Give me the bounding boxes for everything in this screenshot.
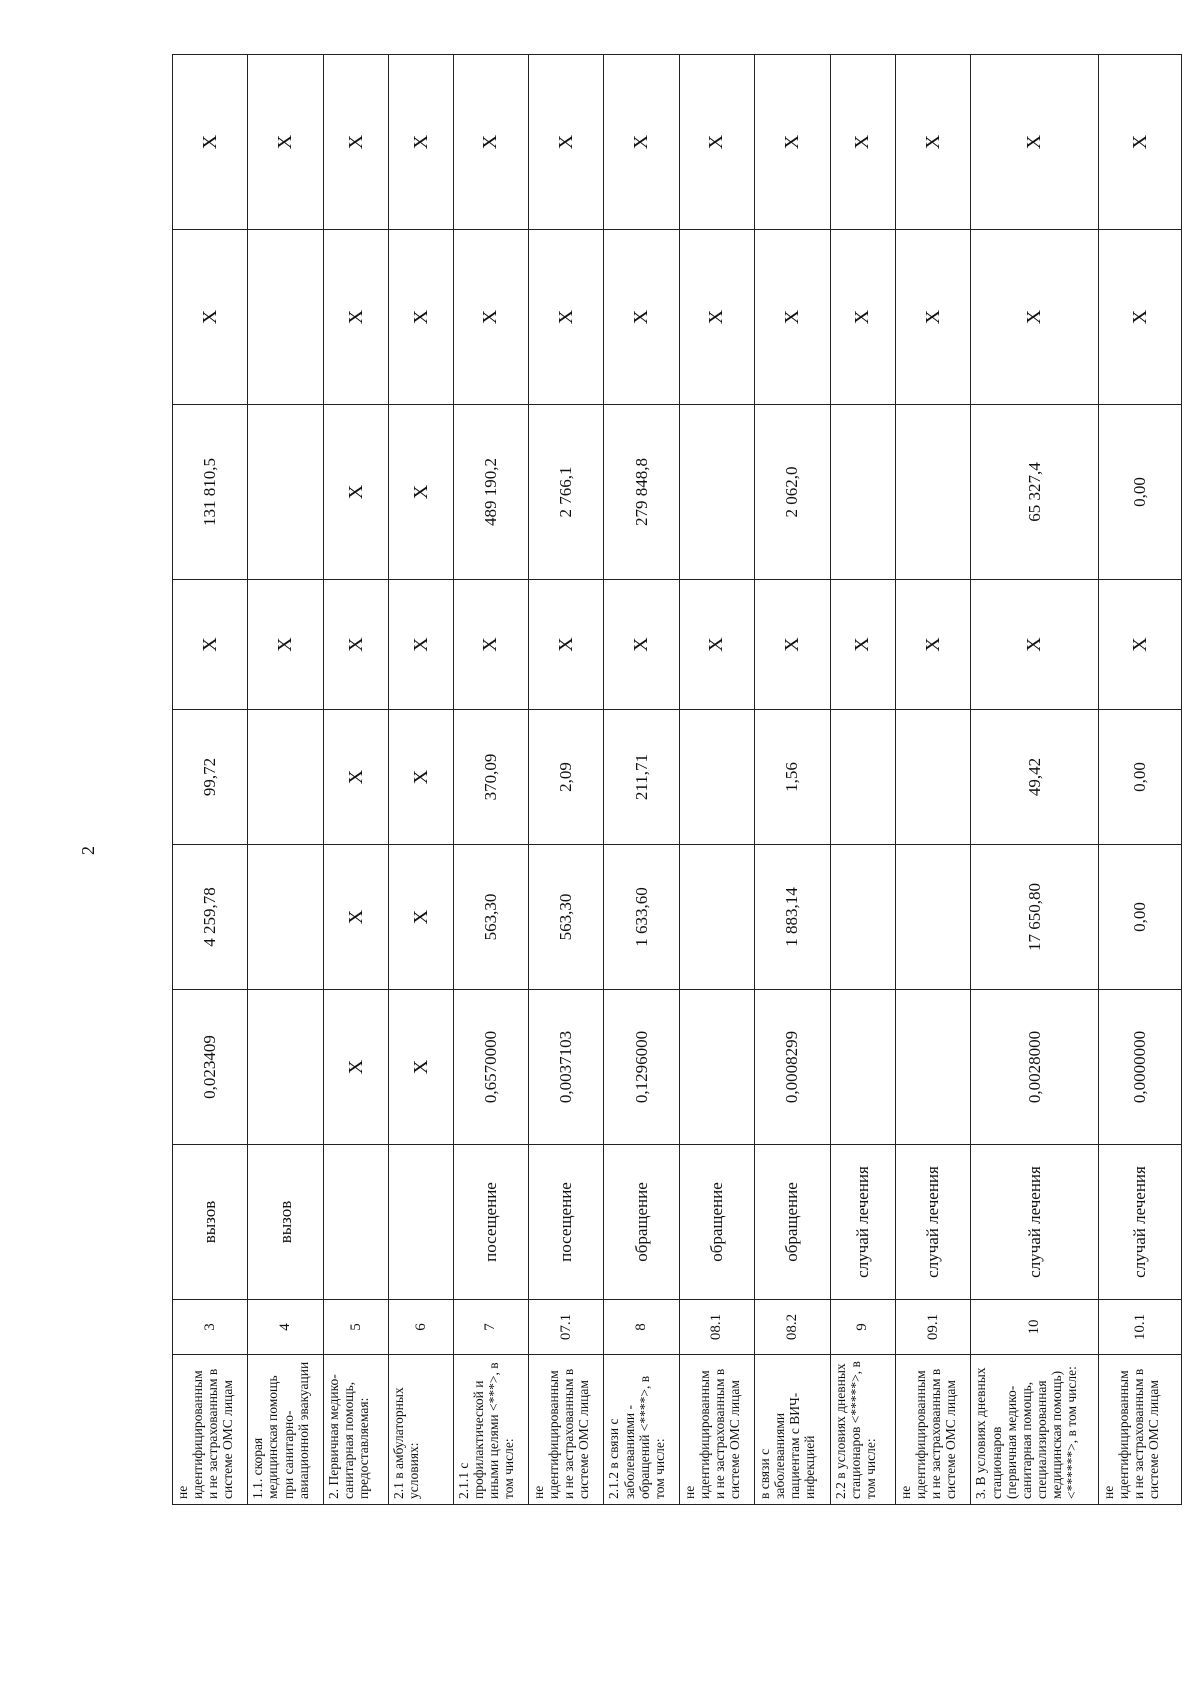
cell-col10: X [389, 55, 453, 230]
cell-unit: случай лечения [1099, 1145, 1182, 1300]
cell-col9: X [323, 230, 389, 405]
cell-col10: X [323, 55, 389, 230]
table-row [679, 55, 754, 1505]
cell-unit: случай лечения [971, 1145, 1099, 1300]
cell-col9 [248, 230, 323, 405]
cell-name: 2.1 в амбулаторных условиях: [389, 1355, 453, 1505]
cell-per-capita: X [323, 710, 389, 845]
cell-col10: X [529, 55, 604, 230]
cell-name: 2.1.2 в связи с заболеваниями - обращений <****>, в том числе: [604, 1355, 679, 1505]
cell-total: 279 848,8 [604, 405, 679, 580]
cell-unit: обращение [755, 1145, 830, 1300]
cell-name: в связи с заболеваниями пациентам с ВИЧ-инфекцией [755, 1355, 830, 1505]
cell-cost: 563,30 [529, 845, 604, 990]
cell-unit [323, 1145, 389, 1300]
cell-col10: X [173, 55, 248, 230]
cell-col7: X [323, 580, 389, 710]
cell-code: 4 [248, 1300, 323, 1355]
cell-col9: X [755, 230, 830, 405]
cell-norm: 0,6570000 [453, 990, 528, 1145]
cell-col7: X [679, 580, 754, 710]
table-row [971, 55, 1099, 1505]
cell-col7: X [248, 580, 323, 710]
cell-total: 0,00 [1099, 405, 1182, 580]
cell-cost [248, 845, 323, 990]
cell-col7: X [971, 580, 1099, 710]
cell-norm: 0,023409 [173, 990, 248, 1145]
cell-per-capita: 0,00 [1099, 710, 1182, 845]
cell-unit: случай лечения [830, 1145, 896, 1300]
cell-total: 65 327,4 [971, 405, 1099, 580]
cell-total [679, 405, 754, 580]
cell-per-capita: 49,42 [971, 710, 1099, 845]
table-row [830, 55, 896, 1505]
cell-col10: X [755, 55, 830, 230]
cell-total [830, 405, 896, 580]
table-row [453, 55, 528, 1505]
cell-norm: X [389, 990, 453, 1145]
cell-col10: X [971, 55, 1099, 230]
cell-total: 131 810,5 [173, 405, 248, 580]
cell-total: 2 766,1 [529, 405, 604, 580]
financing-norms-table [172, 54, 1182, 1505]
table-row [896, 55, 971, 1505]
cell-total: X [389, 405, 453, 580]
cell-col7: X [389, 580, 453, 710]
cell-per-capita: 211,71 [604, 710, 679, 845]
cell-unit: вызов [248, 1145, 323, 1300]
cell-norm: 0,0028000 [971, 990, 1099, 1145]
cell-code: 5 [323, 1300, 389, 1355]
cell-code: 6 [389, 1300, 453, 1355]
cell-code: 07.1 [529, 1300, 604, 1355]
cell-col10: X [604, 55, 679, 230]
cell-cost: 563,30 [453, 845, 528, 990]
cell-unit: посещение [529, 1145, 604, 1300]
cell-norm [248, 990, 323, 1145]
cell-unit: обращение [679, 1145, 754, 1300]
cell-per-capita: 1,56 [755, 710, 830, 845]
cell-cost: X [389, 845, 453, 990]
cell-norm [679, 990, 754, 1145]
cell-col7: X [830, 580, 896, 710]
cell-cost [896, 845, 971, 990]
table-row [248, 55, 323, 1505]
cell-col7: X [453, 580, 528, 710]
cell-name: не идентифицированным и не застрахованным в системе ОМС лицам [173, 1355, 248, 1505]
cell-cost [830, 845, 896, 990]
cell-cost: 1 883,14 [755, 845, 830, 990]
cell-col9: X [173, 230, 248, 405]
cell-col9: X [679, 230, 754, 405]
table-row [173, 55, 248, 1505]
cell-name: 1.1. скорая медицинская помощь при санитарно-авиационной эвакуации [248, 1355, 323, 1505]
cell-norm [896, 990, 971, 1145]
cell-col10: X [830, 55, 896, 230]
cell-code: 9 [830, 1300, 896, 1355]
cell-name: 2.2 в условиях дневных стационаров <*****>, в том числе: [830, 1355, 896, 1505]
cell-per-capita: 370,09 [453, 710, 528, 845]
cell-code: 08.2 [755, 1300, 830, 1355]
table-row [389, 55, 453, 1505]
cell-code: 08.1 [679, 1300, 754, 1355]
cell-total: 2 062,0 [755, 405, 830, 580]
cell-col7: X [604, 580, 679, 710]
cell-unit: случай лечения [896, 1145, 971, 1300]
cell-col7: X [529, 580, 604, 710]
cell-col10: X [679, 55, 754, 230]
cell-name: не идентифицированным и не застрахованным в системе ОМС лицам [896, 1355, 971, 1505]
table-row [529, 55, 604, 1505]
cell-total: 489 190,2 [453, 405, 528, 580]
cell-col10: X [1099, 55, 1182, 230]
cell-cost: 17 650,80 [971, 845, 1099, 990]
table-row [755, 55, 830, 1505]
cell-name: 2. Первичная медико-санитарная помощь, предоставляемая: [323, 1355, 389, 1505]
cell-col9: X [604, 230, 679, 405]
cell-norm: 0,0037103 [529, 990, 604, 1145]
table-row [604, 55, 679, 1505]
cell-per-capita [248, 710, 323, 845]
cell-per-capita [679, 710, 754, 845]
cell-total: X [323, 405, 389, 580]
cell-col9: X [830, 230, 896, 405]
cell-code: 3 [173, 1300, 248, 1355]
cell-unit: вызов [173, 1145, 248, 1300]
cell-name: не идентифицированным и не застрахованным в системе ОМС лицам [679, 1355, 754, 1505]
table-row [323, 55, 389, 1505]
cell-col10: X [453, 55, 528, 230]
cell-code: 09.1 [896, 1300, 971, 1355]
cell-total [896, 405, 971, 580]
cell-code: 8 [604, 1300, 679, 1355]
cell-cost: 0,00 [1099, 845, 1182, 990]
cell-norm [830, 990, 896, 1145]
cell-col9: X [971, 230, 1099, 405]
cell-col9: X [529, 230, 604, 405]
cell-col7: X [1099, 580, 1182, 710]
cell-cost: 1 633,60 [604, 845, 679, 990]
cell-total [248, 405, 323, 580]
cell-per-capita: X [389, 710, 453, 845]
cell-norm: 0,0008299 [755, 990, 830, 1145]
cell-norm: 0,1296000 [604, 990, 679, 1145]
cell-col7: X [896, 580, 971, 710]
cell-code: 10 [971, 1300, 1099, 1355]
cell-unit: обращение [604, 1145, 679, 1300]
cell-norm: X [323, 990, 389, 1145]
cell-col10: X [896, 55, 971, 230]
cell-per-capita: 99,72 [173, 710, 248, 845]
cell-code: 7 [453, 1300, 528, 1355]
cell-cost [679, 845, 754, 990]
cell-cost: X [323, 845, 389, 990]
cell-col7: X [755, 580, 830, 710]
cell-name: не идентифицированным и не застрахованным в системе ОМС лицам [1099, 1355, 1182, 1505]
cell-name: 3. В условиях дневных стационаров (первичная медико-санитарная помощь, специализированная медицинская помощь) <******>, в том числе: [971, 1355, 1099, 1505]
cell-per-capita: 2,09 [529, 710, 604, 845]
cell-norm: 0,0000000 [1099, 990, 1182, 1145]
cell-col9: X [453, 230, 528, 405]
table-row [1099, 55, 1182, 1505]
cell-col9: X [389, 230, 453, 405]
cell-unit [389, 1145, 453, 1300]
cell-per-capita [896, 710, 971, 845]
cell-col7: X [173, 580, 248, 710]
cell-col9: X [896, 230, 971, 405]
cell-col9: X [1099, 230, 1182, 405]
cell-name: 2.1.1 с профилактической и иными целями <***>, в том числе: [453, 1355, 528, 1505]
rotated-table-sheet [172, 55, 1182, 1505]
cell-name: не идентифицированным и не застрахованным в системе ОМС лицам [529, 1355, 604, 1505]
cell-unit: посещение [453, 1145, 528, 1300]
page-number: 2 [78, 846, 98, 855]
cell-col10: X [248, 55, 323, 230]
cell-per-capita [830, 710, 896, 845]
cell-cost: 4 259,78 [173, 845, 248, 990]
cell-code: 10.1 [1099, 1300, 1182, 1355]
